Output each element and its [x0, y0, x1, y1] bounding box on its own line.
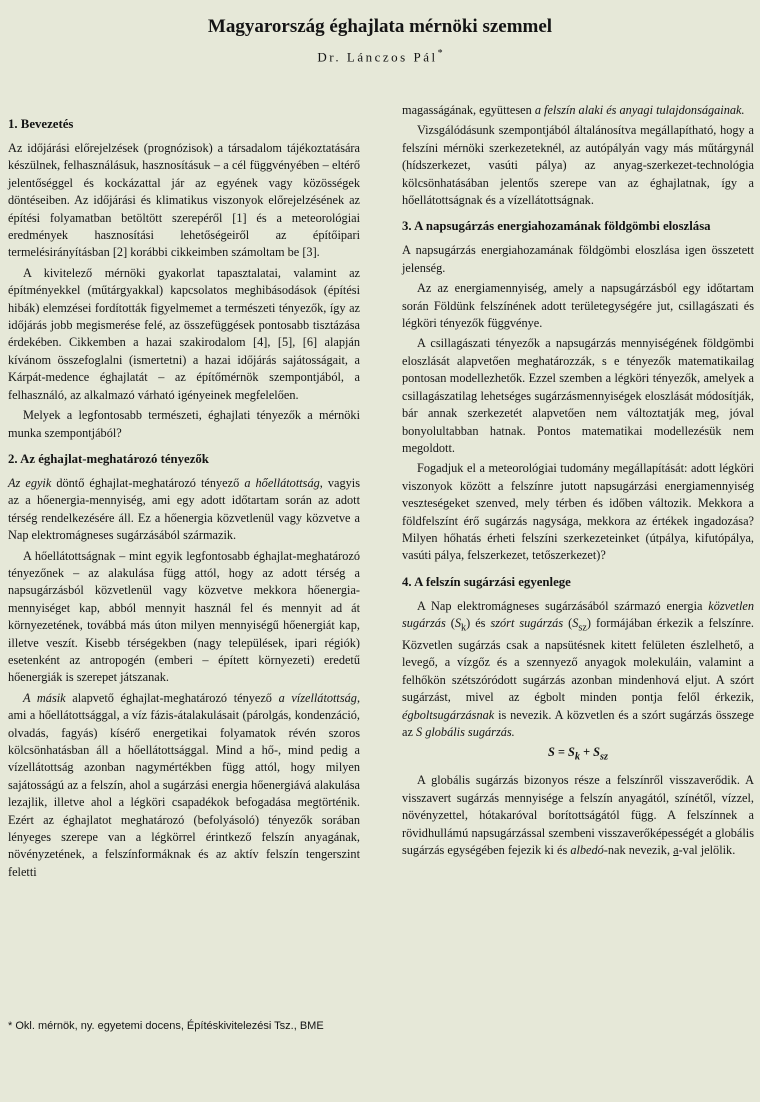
right-column	[402, 102, 754, 862]
paragraph: Az az energiamennyiség, amely a napsugárzásból egy időtartam során Földünk felszínének adott területegységére jut, csillagászati és légköri tényezők függvénye.	[402, 281, 754, 331]
left-column	[8, 116, 360, 884]
author-footnote-mark: *	[437, 48, 443, 59]
article-title: Magyarország éghajlata mérnöki szemmel	[207, 16, 553, 37]
author-name: Dr. Lánczos Pál	[317, 49, 438, 65]
author-line	[0, 48, 760, 65]
paragraph: Az egyik döntő éghajlat-meghatározó tényező a hőellátottság, vagyis az a hőenergia-mennyiség, ami egy adott időtartam során az adott térség rendelkezésére áll. Ez a hőenergia közvetlenül vagy közvetve a Nap elektromágneses sugárzásából származik.	[8, 475, 360, 543]
paragraph: Fogadjuk el a meteorológiai tudomány megállapítását: adott légköri viszonyok között a felszínre jutott napsugárzási energiamennyiség veszteségeket szenved, mely térben és időben változik. Mekkora a földfelszínt érő sugárzás nagysága, mekkora az értékek ingadozása? Milyen hőhatás érheti felszíni szerkezeteinket (útpálya, kifutópálya, vasúti pálya, felszerkezet, tetőszerkezet)?	[402, 461, 754, 563]
section-heading: 1. Bevezetés	[8, 117, 74, 131]
paragraph: magasságának, együttesen a felszín alaki és anyagi tulajdonságainak.	[402, 103, 745, 117]
paragraph: A hőellátottságnak – mint egyik legfontosabb éghajlat-meghatározó tényezőnek – az alakulása függ attól, hogy az adott térség a napsugárzásból közvetlenül vagy közvetve mekkora hőenergia-mennyiséget kap, abból mennyit használ fel és mennyit ad át környezetének, továbbá más úton milyen mennyiségű hőenergiát kap, illetve veszít. Kisebb térségekben (nagy települések, ipari régiók) esetenként az antropogén (emberi – épített környezeti) eredetű hőenergiák is szerepet játszanak.	[8, 548, 360, 685]
equation: $S = S_k + S_{sz}$	[548, 745, 608, 763]
paragraph: A Nap elektromágneses sugárzásából származó energia közvetlen sugárzás $(S_k)$ és szórt sugárzás $(S_{sz})$ formájában érkezik a felszínre. Közvetlen sugárzás csak a napsütésnek kitett felületen észlelhető, a levegő, a vízgőz és a szennyező anyagok molekuláin, valamint a felhőkön szétszóródott sugárzás azonban mindenhová eljut. A szórt sugárzást, mivel az égbolt minden pontja felől érkezik, égboltsugárzásnak is nevezik. A közvetlen és a szórt sugárzás összege az S globális sugárzás.	[402, 598, 755, 740]
paragraph: A másik alapvető éghajlat-meghatározó tényező a vízellátottság, ami a hőellátottsággal, a víz fázis-átalakulásait (párolgás, kondenzáció, olvadás, fagyás) kísérő energetikai folyamatok révén szoros kölcsönhatásban áll a hőellátottsággal. Mind a hő-, mind pedig a vízellátottság azonban nagymértékben függ attól, hogy milyen sajátosságú az a felszín, ahol a sugárzási energia hőenergiává alakulása lezajlik, illetve ahol a légköri csapadékok befogadása megtörténik. Ezért az éghajlatot meghatározó (befolyásoló) tényezők sorában lényeges szerepe van a légkörrel érintkező felszín anyagának, növényzetének, a felszínformáknak és az aktív felszín tengerszint feletti	[8, 690, 361, 879]
paragraph: A kivitelező mérnöki gyakorlat tapasztalatai, valamint az építményekkel (műtárgyakkal) kapcsolatos meghibásodások (építési hibák) elemzései fordították figyelmemet a természeti tényezők, így az időjárás jobb megismerése felé, az összefüggések pontosabb tisztázása érdekében. Cikkemben a hazai szakirodalom [4], [5], [6] alapján kívánom összefoglalni (ismertetni) a hazai időjárás sajátosságait, a Kárpát-medence éghajlatát – az építőmérnök szempontjából, a felhasználó, az alkalmazó várható igényeinek megfelelően.	[8, 265, 360, 402]
paragraph: A napsugárzás energiahozamának földgömbi eloszlása igen összetett jelenség.	[402, 243, 754, 275]
paragraph: Vizsgálódásunk szempontjából általánosítva megállapítható, hogy a felszíni mérnöki szerkezeteknél, az autópályán vagy más műtárgynál (hídszerkezet, vasúti pálya) az anyag-szerkezet-technológia kölcsönhatásában jelentős szerepe van az éghajlatnak, így a hőellátottságnak és a vízellátottságnak.	[402, 123, 754, 208]
footnote: * Okl. mérnök, ny. egyetemi docens, Építéskivitelezési Tsz., BME	[8, 1020, 324, 1032]
section-heading: 2. Az éghajlat-meghatározó tényezők	[8, 451, 209, 466]
paragraph: Az időjárási előrejelzések (prognózisok) a társadalom tájékoztatására készülnek, felhasználásuk, hasznosításuk – a cél függvényében – eltérő jelentőséggel és kockázattal jár az egyének vagy közösségek döntéseiben. Az időjárási és klimatikus viszonyok előrejelzésének az építési folyamatban betöltött szerepéről [1] és a meteorológiai eredmények hasznosítási lehetőségeiről az építőipari termelésirányításban [2] korábbi cikkeimben számoltam be [3].	[8, 141, 360, 260]
section-heading: 4. A felszín sugárzási egyenlege	[402, 574, 571, 589]
section-heading: 3. A napsugárzás energiahozamának földgömbi eloszlása	[402, 219, 711, 234]
paragraph: A csillagászati tényezők a napsugárzás mennyiségének földgömbi eloszlását alapvetően meghatározzák, s e tényezők matematikailag pontosan modellezhetők. Ezzel szemben a légköri tényezők, amelyek a csillagászatilag lehetséges sugárzásmennyiségek eloszlását módosítják, bár annak szerkezetét alapvetően nem változtatják meg, jóval bonyolultabban hatnak. Pontos matematikai modellezésük nem megoldott.	[402, 336, 754, 455]
paragraph: A globális sugárzás bizonyos része a felszínről visszaverődik. A visszavert sugárzás mennyisége a felszín anyagától, színétől, vízzel, növényzettel, hótakaróval borítottságától függ. A felszínnek a rövidhullámú napsugárzással szembeni visszaverőképességét a globális sugárzás egységében fejezik ki és albedó-nak nevezik, a-val jelölik.	[402, 773, 754, 857]
paragraph: Melyek a legfontosabb természeti, éghajlati tényezők a mérnöki munka szempontjából?	[8, 408, 360, 440]
